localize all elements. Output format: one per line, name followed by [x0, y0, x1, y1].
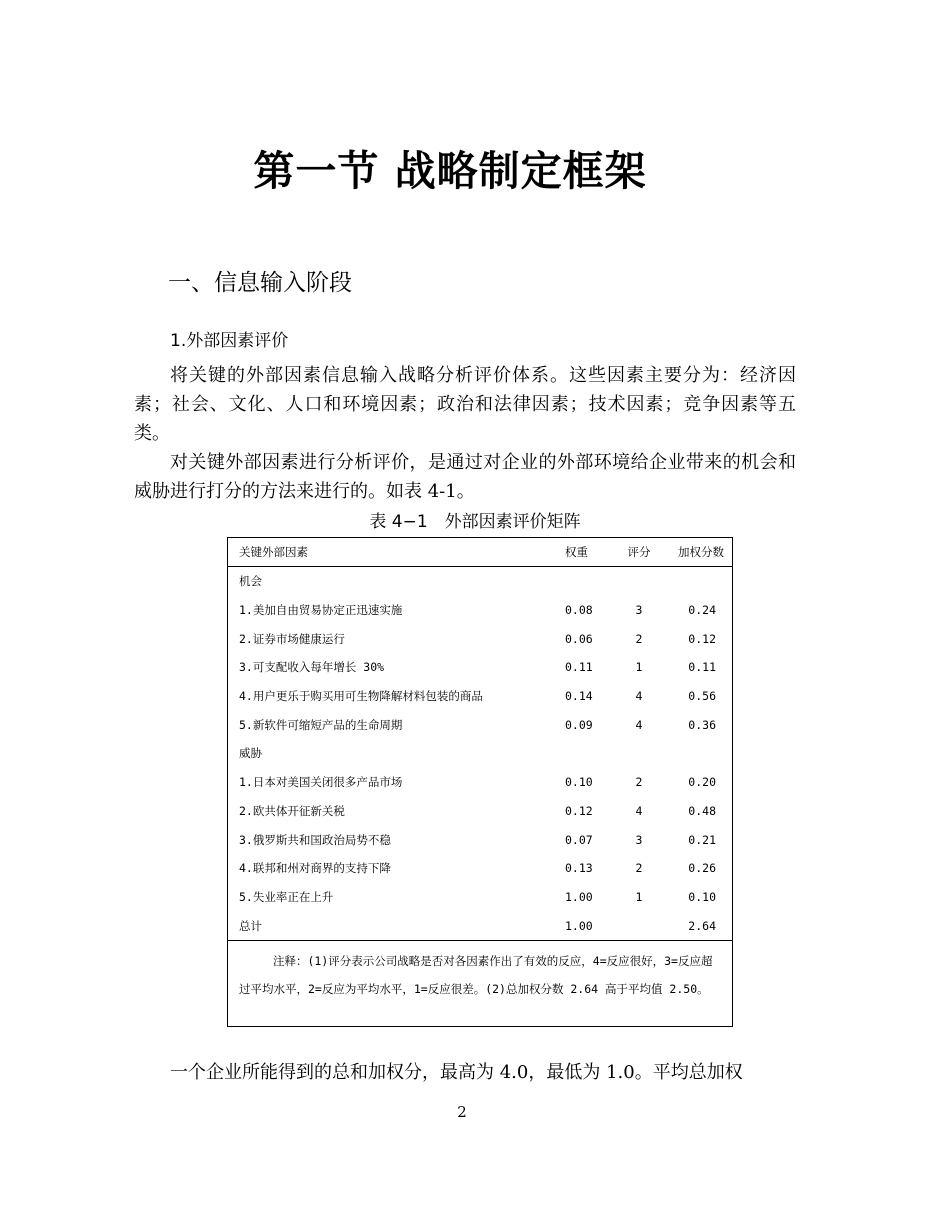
header-weighted: 加权分数 [659, 538, 732, 567]
table-row [228, 854, 732, 883]
row-weighted: 2.64 [688, 918, 716, 933]
row-weight: 0.10 [565, 775, 593, 790]
table-header-row [228, 538, 732, 567]
row-factor: 5.新软件可缩短产品的生命周期 [239, 717, 403, 732]
row-factor: 总计 [239, 918, 262, 933]
table-row [228, 768, 732, 797]
table-row [228, 825, 732, 854]
header-factor: 关键外部因素 [228, 538, 557, 567]
row-weighted: 0.24 [688, 603, 716, 618]
table-row [228, 567, 732, 596]
row-weight: 1.00 [565, 918, 593, 933]
table-caption: 表 4−1 外部因素评价矩阵 [369, 512, 581, 532]
table-row [228, 624, 732, 653]
paragraph-2: 对关键外部因素进行分析评价，是通过对企业的外部环境给企业带来的机会和威胁进行打分的方法来进行的。如表 4-1。 [134, 452, 796, 502]
row-weighted [659, 739, 732, 768]
row-weighted: 0.10 [688, 889, 716, 904]
row-weight [557, 567, 619, 596]
row-factor: 3.可支配收入每年增长 30% [239, 660, 385, 675]
row-score [619, 911, 659, 940]
table-row [228, 596, 732, 625]
row-weighted: 0.48 [688, 803, 716, 818]
row-factor: 5.失业率正在上升 [239, 889, 334, 904]
row-score: 4 [635, 803, 643, 818]
row-factor: 2.证券市场健康运行 [239, 631, 345, 646]
row-score [619, 567, 659, 596]
row-factor: 1.美加自由贸易协定正迅速实施 [239, 603, 403, 618]
table-row [228, 682, 732, 711]
page-title: 第一节 战略制定框架 [253, 147, 647, 195]
row-score: 3 [635, 603, 643, 618]
page-number: 2 [457, 1103, 467, 1121]
header-score: 评分 [619, 538, 659, 567]
row-score: 4 [635, 689, 643, 704]
row-weight: 0.12 [565, 803, 593, 818]
row-weight: 0.11 [565, 660, 593, 675]
row-weighted: 0.26 [688, 861, 716, 876]
row-score: 2 [635, 775, 643, 790]
closing-paragraph: 一个企业所能得到的总和加权分，最高为 4.0，最低为 1.0。平均总加权 [170, 1062, 743, 1083]
row-score [619, 739, 659, 768]
row-weight: 0.06 [565, 631, 593, 646]
row-score: 3 [635, 832, 643, 847]
row-weighted [659, 567, 732, 596]
row-weighted: 0.36 [688, 717, 716, 732]
row-weighted: 0.12 [688, 631, 716, 646]
row-weight: 1.00 [565, 889, 593, 904]
table-row [228, 739, 732, 768]
row-factor: 3.俄罗斯共和国政治局势不稳 [239, 832, 391, 847]
row-weighted: 0.56 [688, 689, 716, 704]
row-weight: 0.09 [565, 717, 593, 732]
row-factor: 机会 [239, 574, 262, 589]
table-row [228, 710, 732, 739]
row-score: 4 [635, 717, 643, 732]
row-factor: 1.日本对美国关闭很多产品市场 [239, 775, 403, 790]
row-score: 2 [635, 861, 643, 876]
table-row [228, 911, 732, 940]
row-score: 2 [635, 631, 643, 646]
row-score: 1 [635, 889, 643, 904]
row-factor: 2.欧共体开征新关税 [239, 803, 345, 818]
table-row [228, 797, 732, 826]
row-weight: 0.08 [565, 603, 593, 618]
header-weight: 权重 [557, 538, 619, 567]
row-score: 1 [635, 660, 643, 675]
row-weighted: 0.21 [688, 832, 716, 847]
table-row [228, 883, 732, 912]
row-weighted: 0.11 [688, 660, 716, 675]
row-weight [557, 739, 619, 768]
row-factor: 威胁 [239, 746, 262, 761]
paragraph-1: 将关键的外部因素信息输入战略分析评价体系。这些因素主要分为：经济因素；社会、文化、人口和环境因素；政治和法律因素；技术因素；竞争因素等五类。 [134, 365, 796, 444]
row-weighted: 0.20 [688, 775, 716, 790]
row-factor: 4.用户更乐于购买用可生物降解材料包装的商品 [239, 689, 483, 704]
subsection-heading: 1.外部因素评价 [170, 331, 289, 351]
section-heading: 一、信息输入阶段 [168, 270, 352, 296]
row-weight: 0.14 [565, 689, 593, 704]
row-weight: 0.07 [565, 832, 593, 847]
table-row [228, 653, 732, 682]
table-note: 注释：(1)评分表示公司战略是否对各因素作出了有效的反应，4=反应很好，3=反应超过平均水平，2=反应为平均水平，1=反应很差。(2)总加权分数 2.64 高于平均值 2.50。 [228, 940, 732, 1004]
efe-matrix-table [227, 537, 733, 1027]
row-factor: 4.联邦和州对商界的支持下降 [239, 861, 391, 876]
row-weight: 0.13 [565, 861, 593, 876]
